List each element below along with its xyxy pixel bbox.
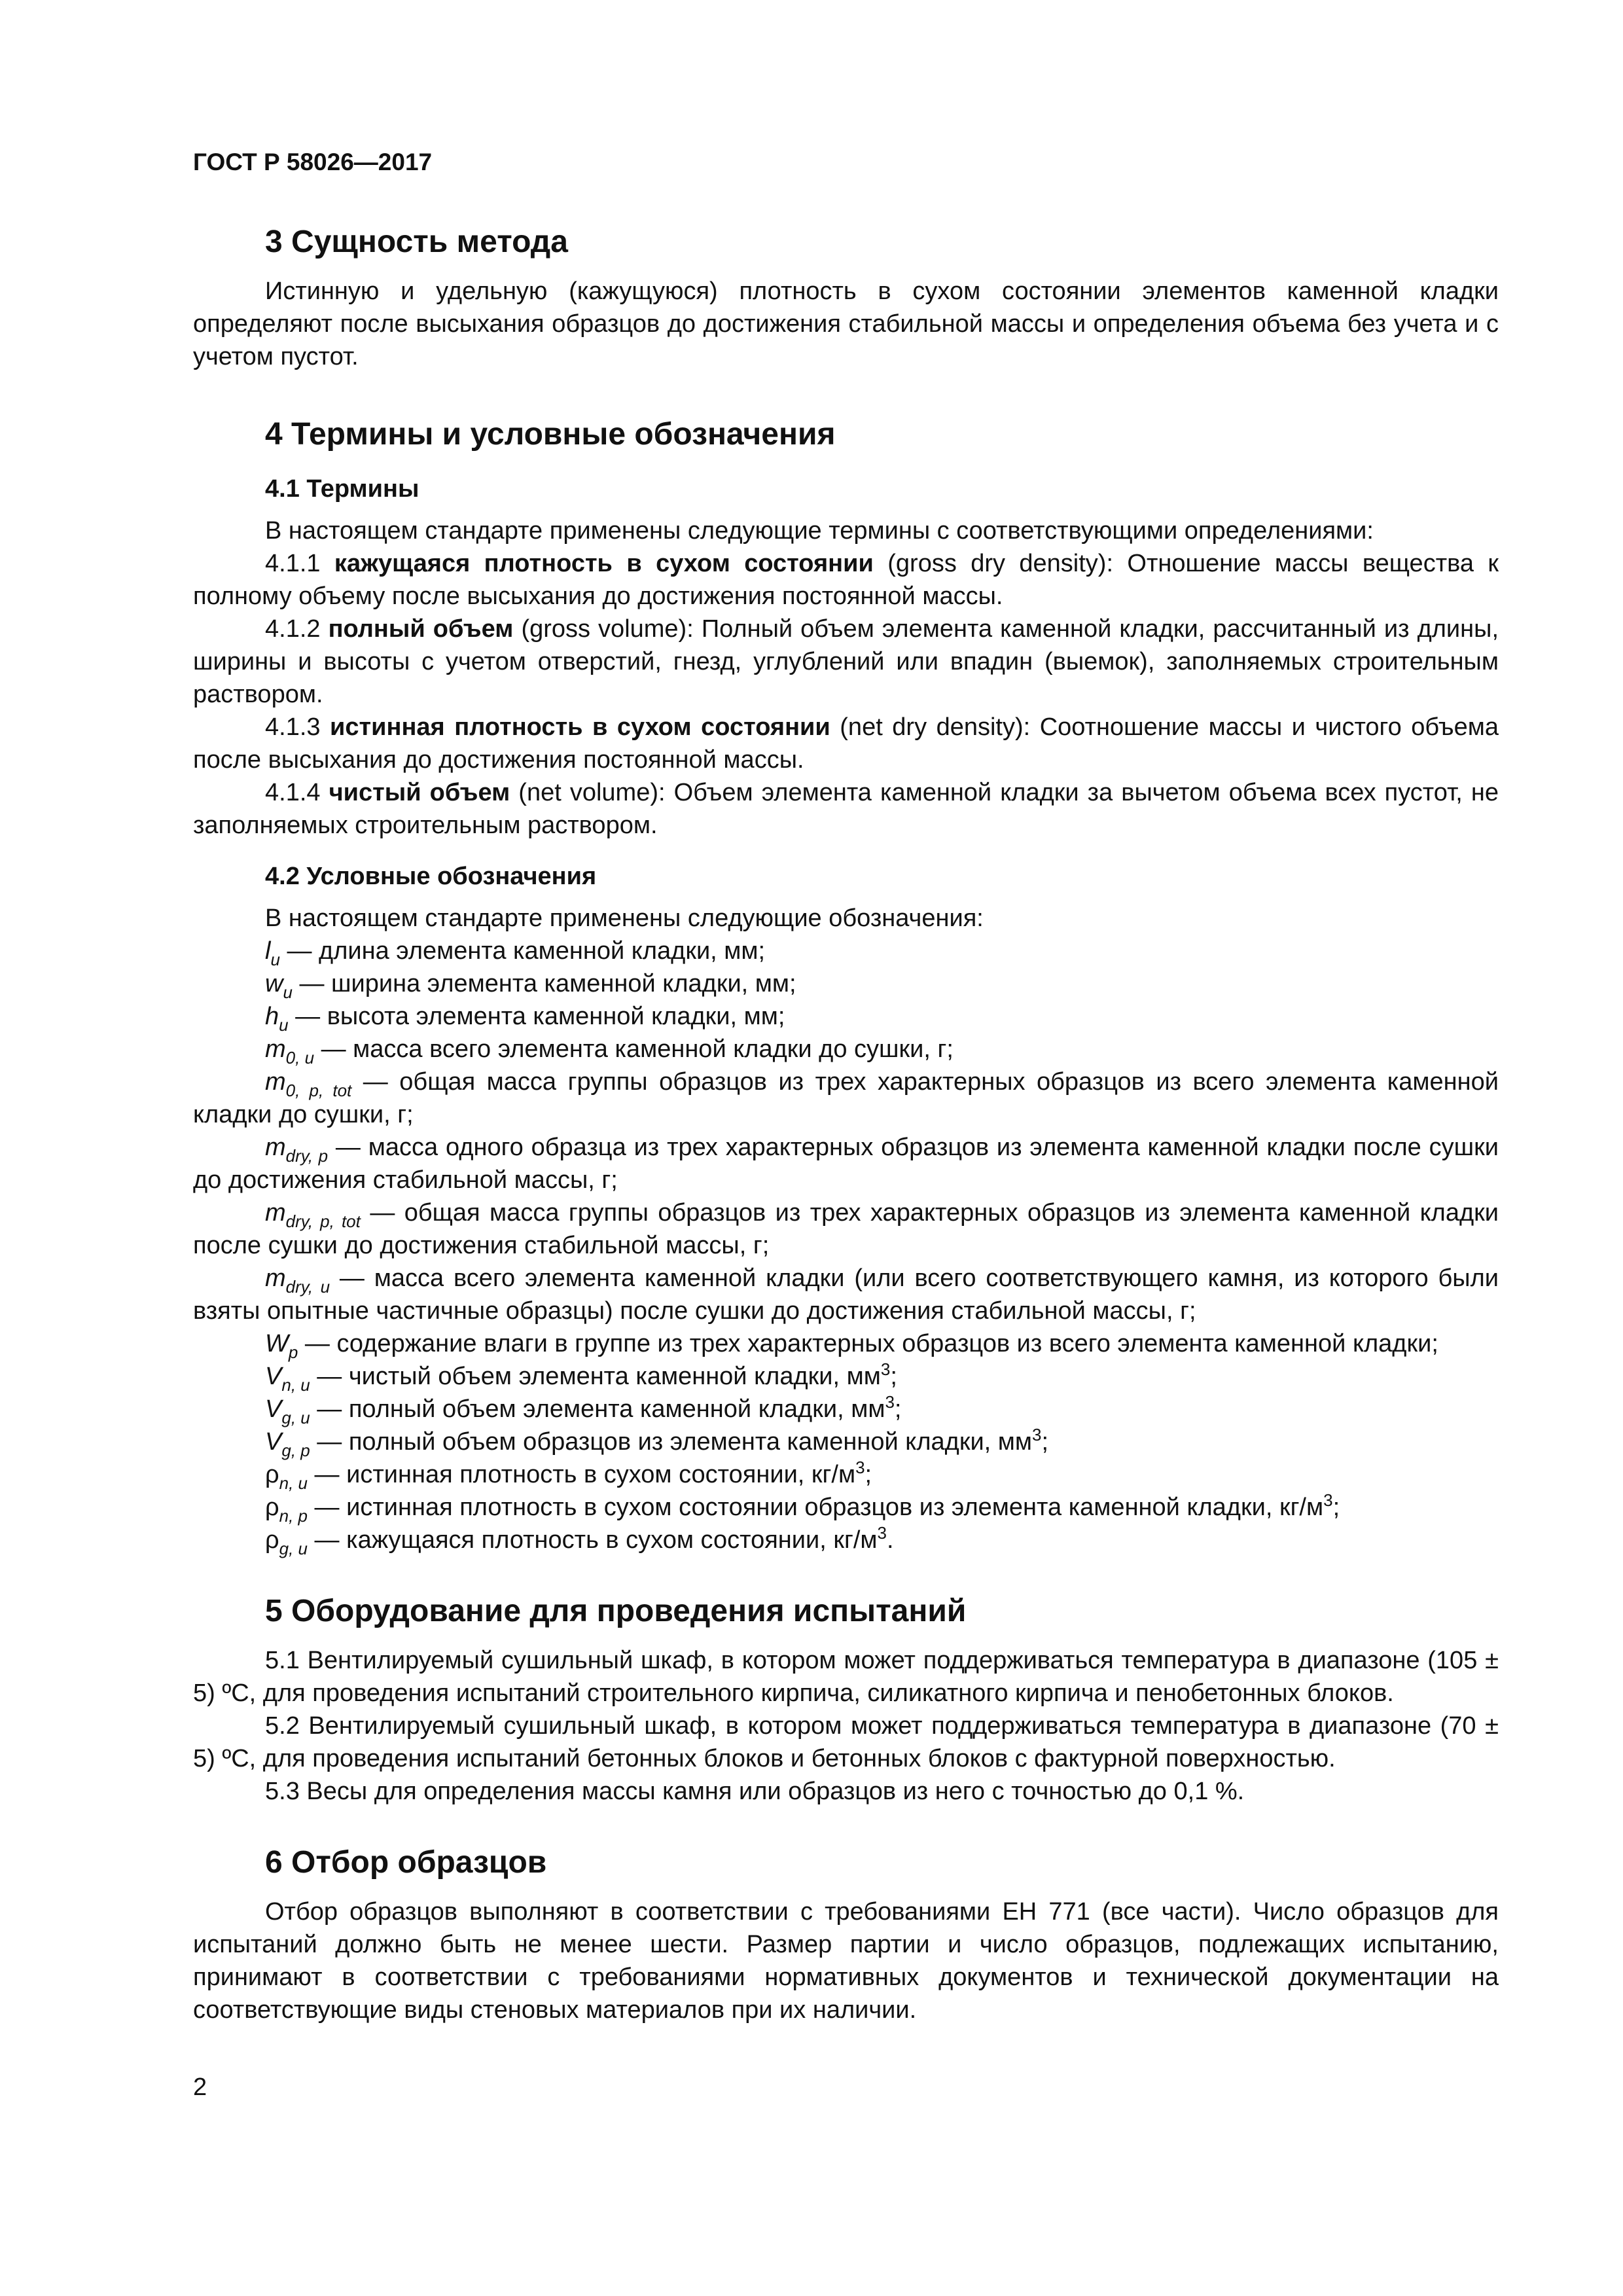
term-definition [193, 711, 1499, 776]
symbol-base: m [265, 1199, 286, 1227]
symbol-subscript: g, p [281, 1441, 310, 1460]
term-number: 4.1.3 [265, 713, 330, 741]
symbol [265, 1003, 289, 1035]
symbols-intro: В настоящем стандарте применены следующие обозначения: [265, 905, 984, 932]
symbol-entry [193, 1360, 1499, 1393]
equipment-item: 5.1 Вентилируемый сушильный шкаф, в котором может поддерживаться температура в диапазоне (105 ± 5) ºС, для проведения испытаний строительного кирпича, силикатного кирпича и пенобетонных блоков. [193, 1647, 1499, 1707]
symbol [265, 937, 280, 969]
symbol-entry [193, 1033, 1499, 1066]
section-6-title: 6 Отбор образцов [265, 1845, 547, 1880]
term-description: (net volume): Объем элемента каменной кладки за вычетом объема всех пустот, не заполняемых строительным раствором. [193, 779, 1499, 839]
symbol [265, 1461, 308, 1493]
symbol-end-punct: ; [1041, 1428, 1049, 1456]
symbol-subscript: u [279, 1015, 289, 1035]
symbol-subscript: g, u [281, 1408, 310, 1427]
symbol-description: — содержание влаги в группе из трех характерных образцов из всего элемента каменной кладки; [298, 1330, 1438, 1357]
symbol-base: w [265, 970, 283, 997]
symbol-description: — полный объем образцов из элемента каменной кладки, мм [310, 1428, 1033, 1456]
term-name: истинная плотность в сухом состоянии [330, 713, 830, 741]
symbol [265, 1134, 329, 1166]
term-name: кажущаяся плотность в сухом состоянии [334, 550, 874, 577]
symbol-subscript: dry, p, tot [285, 1211, 361, 1231]
symbol [265, 1363, 310, 1395]
symbol-base: m [265, 1134, 286, 1161]
symbol-base: W [265, 1330, 289, 1357]
symbol [265, 1265, 330, 1297]
symbol-base: l [265, 937, 271, 965]
symbol-subscript: n, u [279, 1473, 308, 1493]
equipment-item: 5.3 Весы для определения массы камня или образцов из него с точностью до 0,1 %. [265, 1778, 1245, 1805]
symbol-entry [193, 1393, 1499, 1426]
symbol-end-punct: . [887, 1526, 894, 1554]
subsection-4-1-title: 4.1 Термины [265, 475, 419, 503]
section-4 [193, 415, 1499, 1556]
symbol [265, 1330, 298, 1362]
symbol-entry [193, 1491, 1499, 1524]
symbol-description: — длина элемента каменной кладки, мм; [279, 937, 766, 965]
symbol [265, 1428, 310, 1460]
unit-superscript: 3 [880, 1359, 891, 1379]
symbol-entry [193, 1196, 1499, 1262]
symbol-entry [193, 1000, 1499, 1033]
section-4-title: 4 Термины и условные обозначения [265, 417, 836, 452]
symbol-entry [193, 1458, 1499, 1491]
symbol-subscript: dry, p [285, 1146, 329, 1166]
term-definition [193, 776, 1499, 842]
symbol-subscript: 0, u [285, 1048, 315, 1067]
section-3 [193, 223, 1499, 373]
symbol-entry [193, 967, 1499, 1000]
symbol-end-punct: ; [865, 1461, 872, 1488]
unit-superscript: 3 [855, 1458, 865, 1477]
symbol-subscript: n, u [281, 1375, 310, 1395]
symbol-description: — масса всего элемента каменной кладки до сушки, г; [314, 1035, 954, 1063]
symbol-description: — общая масса группы образцов из трех характерных образцов из элемента каменной кладки после сушки до достижения стабильной массы, г; [193, 1199, 1499, 1259]
standard-code-header: ГОСТ Р 58026—2017 [193, 149, 433, 175]
symbol-end-punct: ; [1332, 1494, 1340, 1521]
unit-superscript: 3 [1323, 1490, 1333, 1510]
symbols-list [193, 935, 1499, 1556]
symbol-entry [193, 1327, 1499, 1360]
term-definition [193, 613, 1499, 711]
term-description: (gross volume): Полный объем элемента каменной кладки, рассчитанный из длины, ширины и высоты с учетом отверстий, гнезд, углублений или впадин (выемок), заполняемых строительным раствором. [193, 615, 1499, 708]
equipment-item: 5.2 Вентилируемый сушильный шкаф, в котором может поддерживаться температура в диапазоне (70 ± 5) ºС, для проведения испытаний бетонных блоков и бетонных блоков с фактурной поверхностью. [193, 1712, 1499, 1772]
symbol [265, 1494, 308, 1526]
section-3-text: Истинную и удельную (кажущуюся) плотность в сухом состоянии элементов каменной кладки определяют после высыхания образцов до достижения стабильной массы и определения объема без учета и с учетом пустот. [193, 278, 1499, 370]
symbol-base: V [265, 1428, 282, 1456]
symbol [265, 1199, 361, 1231]
symbol-base: m [265, 1035, 286, 1063]
symbol-description: — истинная плотность в сухом состоянии образцов из элемента каменной кладки, кг/м [308, 1494, 1324, 1521]
symbol [265, 1035, 315, 1067]
section-3-title: 3 Сущность метода [265, 224, 568, 259]
section-6-text: Отбор образцов выполняют в соответствии с требованиями ЕН 771 (все части). Число образцов для испытаний должно быть не менее шести. Размер партии и число образцов, подлежащих испытанию, принимают в соответствии с требованиями нормативных документов и технической документации на соответствующие виды стеновых материалов при их наличии. [193, 1898, 1499, 2024]
term-description: (gross dry density): Отношение массы вещества к полному объему после высыхания до достижения постоянной массы. [193, 550, 1499, 610]
symbol-subscript: g, u [279, 1539, 308, 1558]
symbol-base: ρ [265, 1461, 279, 1488]
unit-superscript: 3 [877, 1523, 887, 1543]
symbol-entry [193, 1426, 1499, 1458]
symbol-base: m [265, 1068, 286, 1096]
symbol-description: — кажущаяся плотность в сухом состоянии, кг/м [308, 1526, 878, 1554]
unit-superscript: 3 [1032, 1425, 1042, 1444]
term-name: полный объем [328, 615, 514, 643]
section-6 [193, 1843, 1499, 2026]
symbol-base: V [265, 1363, 282, 1390]
term-description: (net dry density): Соотношение массы и чистого объема после высыхания до достижения постоянной массы. [193, 713, 1499, 774]
symbol-end-punct: ; [890, 1363, 897, 1390]
symbol [265, 1395, 310, 1427]
symbol-description: — ширина элемента каменной кладки, мм; [292, 970, 796, 997]
symbol-subscript: 0, p, tot [285, 1081, 352, 1100]
symbol-description: — общая масса группы образцов из трех характерных образцов из всего элемента каменной кладки до сушки, г; [193, 1068, 1499, 1128]
symbol-subscript: dry, u [285, 1277, 330, 1297]
symbol-entry [193, 1524, 1499, 1556]
symbol-base: h [265, 1003, 279, 1030]
symbol [265, 970, 293, 1002]
page-number: 2 [193, 2073, 207, 2101]
equipment-list [193, 1644, 1499, 1808]
symbol-description: — чистый объем элемента каменной кладки, мм [310, 1363, 881, 1390]
section-5 [193, 1592, 1499, 1808]
symbol-base: V [265, 1395, 282, 1423]
term-name: чистый объем [329, 779, 510, 806]
symbol [265, 1068, 352, 1100]
symbol-subscript: u [270, 950, 280, 969]
term-number: 4.1.1 [265, 550, 334, 577]
symbol-subscript: n, p [279, 1506, 308, 1526]
term-definition [193, 547, 1499, 613]
symbol-description: — полный объем элемента каменной кладки, мм [310, 1395, 885, 1423]
symbol-description: — масса одного образца из трех характерных образцов из элемента каменной кладки после сушки до достижения стабильной массы, г; [193, 1134, 1499, 1194]
subsection-4-2 [193, 860, 1499, 1556]
symbol-entry [193, 1066, 1499, 1131]
term-number: 4.1.2 [265, 615, 329, 643]
symbol-description: — масса всего элемента каменной кладки (или всего соответствующего камня, из которого были взяты опытные частичные образцы) после сушки до достижения стабильной массы, г; [193, 1265, 1499, 1325]
terms-list [193, 547, 1499, 842]
symbol-description: — высота элемента каменной кладки, мм; [288, 1003, 785, 1030]
term-number: 4.1.4 [265, 779, 329, 806]
symbol-base: m [265, 1265, 286, 1292]
subsection-4-2-title: 4.2 Условные обозначения [265, 863, 597, 890]
section-5-title: 5 Оборудование для проведения испытаний [265, 1594, 967, 1628]
symbol-description: — истинная плотность в сухом состоянии, кг/м [308, 1461, 856, 1488]
symbol-entry [193, 935, 1499, 967]
symbol-entry [193, 1262, 1499, 1327]
symbol-base: ρ [265, 1494, 279, 1521]
symbol-subscript: u [283, 982, 293, 1002]
symbol [265, 1526, 308, 1558]
unit-superscript: 3 [885, 1392, 895, 1412]
symbol-entry [193, 1131, 1499, 1196]
symbol-base: ρ [265, 1526, 279, 1554]
terms-intro: В настоящем стандарте применены следующие термины с соответствующими определениями: [265, 517, 1374, 545]
symbol-subscript: p [288, 1342, 298, 1362]
page-content [193, 209, 1499, 2026]
symbol-end-punct: ; [894, 1395, 902, 1423]
